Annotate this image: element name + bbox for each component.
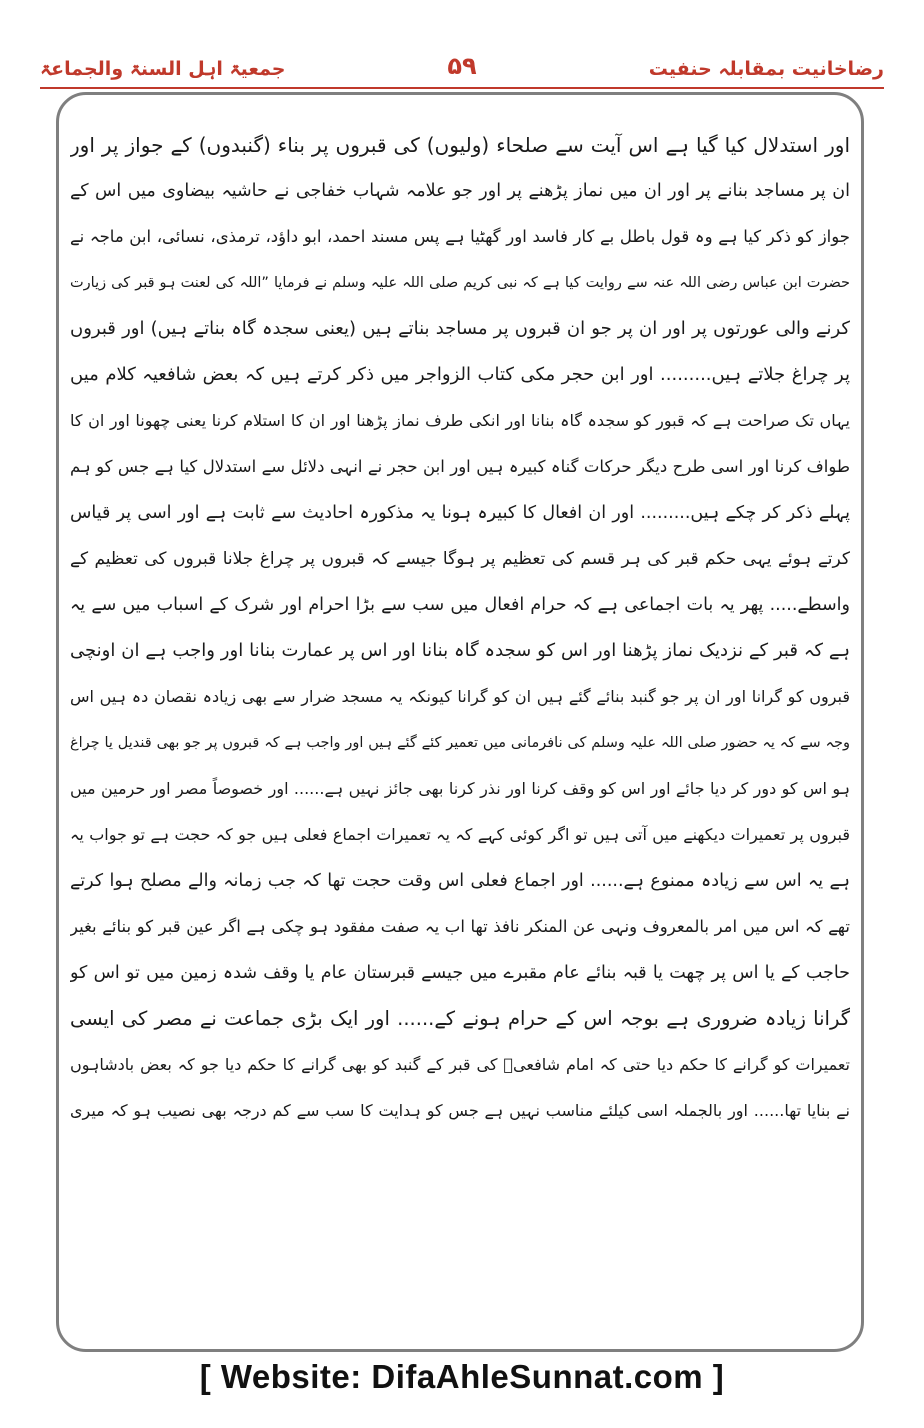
text-line: طواف کرنا اور اسی طرح دیگر حرکات گناہ کبیرہ ہیں اور ابن حجر نے انہی دلائل سے استدلال کیا ہے جس کو ہم xyxy=(70,457,850,476)
text-line: وجہ سے کہ یہ حضور صلی اللہ علیہ وسلم کی نافرمانی میں تعمیر کئے گئے ہیں اور واجب ہے کہ قبروں پر جو بھی قندیل یا چراغ xyxy=(70,735,850,751)
page-number: ۵۹ xyxy=(447,52,477,80)
text-line: تھے کہ اس میں امر بالمعروف ونہی عن المنکر نافذ تھا اب یہ صفت مفقود ہو چکی ہے اگر عین قبر کو بنائے بغیر xyxy=(70,917,850,936)
body-text xyxy=(70,122,850,1134)
text-line: جواز کو ذکر کیا ہے وہ قول باطل بے کار فاسد اور گھٹیا ہے پس مسند احمد، ابو داؤد، ترمذی، نسائی، ابن ماجہ نے xyxy=(70,227,850,246)
page-header xyxy=(40,52,884,92)
text-line: قبروں کو گرانا اور ان پر جو گنبد بنائے گئے ہیں ان کو گرانا کیونکہ یہ مسجد ضرار سے بھی زیادہ نقصان دہ ہیں اس xyxy=(70,687,850,706)
text-line: اور استدلال کیا گیا ہے اس آیت سے صلحاء (ولیوں) کی قبروں پر بناء (گنبدوں) کے جواز پر اور xyxy=(70,133,850,157)
text-line: ہو اس کو دور کر دیا جائے اور اس کو وقف کرنا اور نذر کرنا بھی جائز نہیں ہے...... اور خصوصاً مصر اور حرمین میں xyxy=(70,779,850,798)
text-line: حاجب کے یا اس پر چھت یا قبہ بنائے عام مقبرے میں جیسے قبرستان عام یا وقف شدہ زمین میں تو اس کو xyxy=(70,963,850,983)
text-line: پر چراغ جلاتے ہیں......... اور ابن حجر مکی کتاب الزواجر میں ذکر کرتے ہیں کہ بعض شافعیہ کلام میں xyxy=(70,364,850,385)
text-line: کرتے ہوئے یہی حکم قبر کی ہر قسم کی تعظیم پر ہوگا جیسے کہ قبروں پر چراغ جلانا قبروں کی تعظیم کے xyxy=(70,549,850,569)
header-book-title: رضاخانیت بمقابلہ حنفیت xyxy=(648,58,884,80)
text-line: حضرت ابن عباس رضی اللہ عنہ سے روایت کیا ہے کہ نبی کریم صلی اللہ علیہ وسلم نے فرمایا ”اللہ کی لعنت ہو قبر کی زیارت xyxy=(70,275,850,291)
text-line: ان پر مساجد بنانے پر اور ان میں نماز پڑھنے پر اور جو علامہ شہاب خفاجی نے حاشیہ بیضاوی میں اس کے xyxy=(70,181,850,201)
text-line: واسطے..... پھر یہ بات اجماعی ہے کہ حرام افعال میں سب سے بڑا احرام اور شرک کے اسباب میں سے یہ xyxy=(70,595,850,615)
text-line: ہے یہ اس سے زیادہ ممنوع ہے...... اور اجماع فعلی اس وقت حجت تھا کہ جب زمانہ والے مصلح ہوا کرتے xyxy=(70,871,850,891)
text-line: نے بنایا تھا...... اور بالجملہ اسی کیلئے مناسب نہیں ہے جس کو ہدایت کا سب سے کم درجہ بھی نصیب ہو کہ میری xyxy=(70,1101,850,1120)
text-line: یہاں تک صراحت ہے کہ قبور کو سجدہ گاہ بنانا اور انکی طرف نماز پڑھنا اور ان کا استلام کرنا یعنی چھونا اور ان کا xyxy=(70,411,850,430)
header-divider xyxy=(40,87,884,89)
text-line: تعمیرات کو گرانے کا حکم دیا حتی کہ امام شافعیؒ کی قبر کے گنبد کو بھی گرانے کا حکم دیا جو کہ بعض بادشاہوں xyxy=(70,1055,850,1074)
text-line: ہے کہ قبر کے نزدیک نماز پڑھنا اور اس کو سجدہ گاہ بنانا اور اس پر عمارت بنانا اور واجب ہے ان اونچی xyxy=(70,640,850,661)
header-organization-title: جمعیۃ اہل السنۃ والجماعۃ xyxy=(40,58,286,80)
text-line: گرانا زیادہ ضروری ہے بوجہ اس کے حرام ہونے کے...... اور ایک بڑی جماعت نے مصر کی ایسی xyxy=(70,1007,850,1030)
text-line: پہلے ذکر کر چکے ہیں......... اور ان افعال کا کبیرہ ہونا یہ مذکورہ احادیث سے ثابت ہے اور اسی پر قیاس xyxy=(70,503,850,523)
website-footer: [ Website: DifaAhleSunnat.com ] xyxy=(199,1358,725,1395)
text-line: قبروں پر تعمیرات دیکھنے میں آتی ہیں تو اگر کوئی کہے کہ یہ تعمیرات اجماع فعلی ہیں جو کہ حجت ہے تو جواب یہ xyxy=(70,825,850,844)
text-line: کرنے والی عورتوں پر اور ان پر جو ان قبروں پر مساجد بناتے ہیں (یعنی سجدہ گاہ بناتے ہیں) اور قبروں xyxy=(70,318,850,339)
